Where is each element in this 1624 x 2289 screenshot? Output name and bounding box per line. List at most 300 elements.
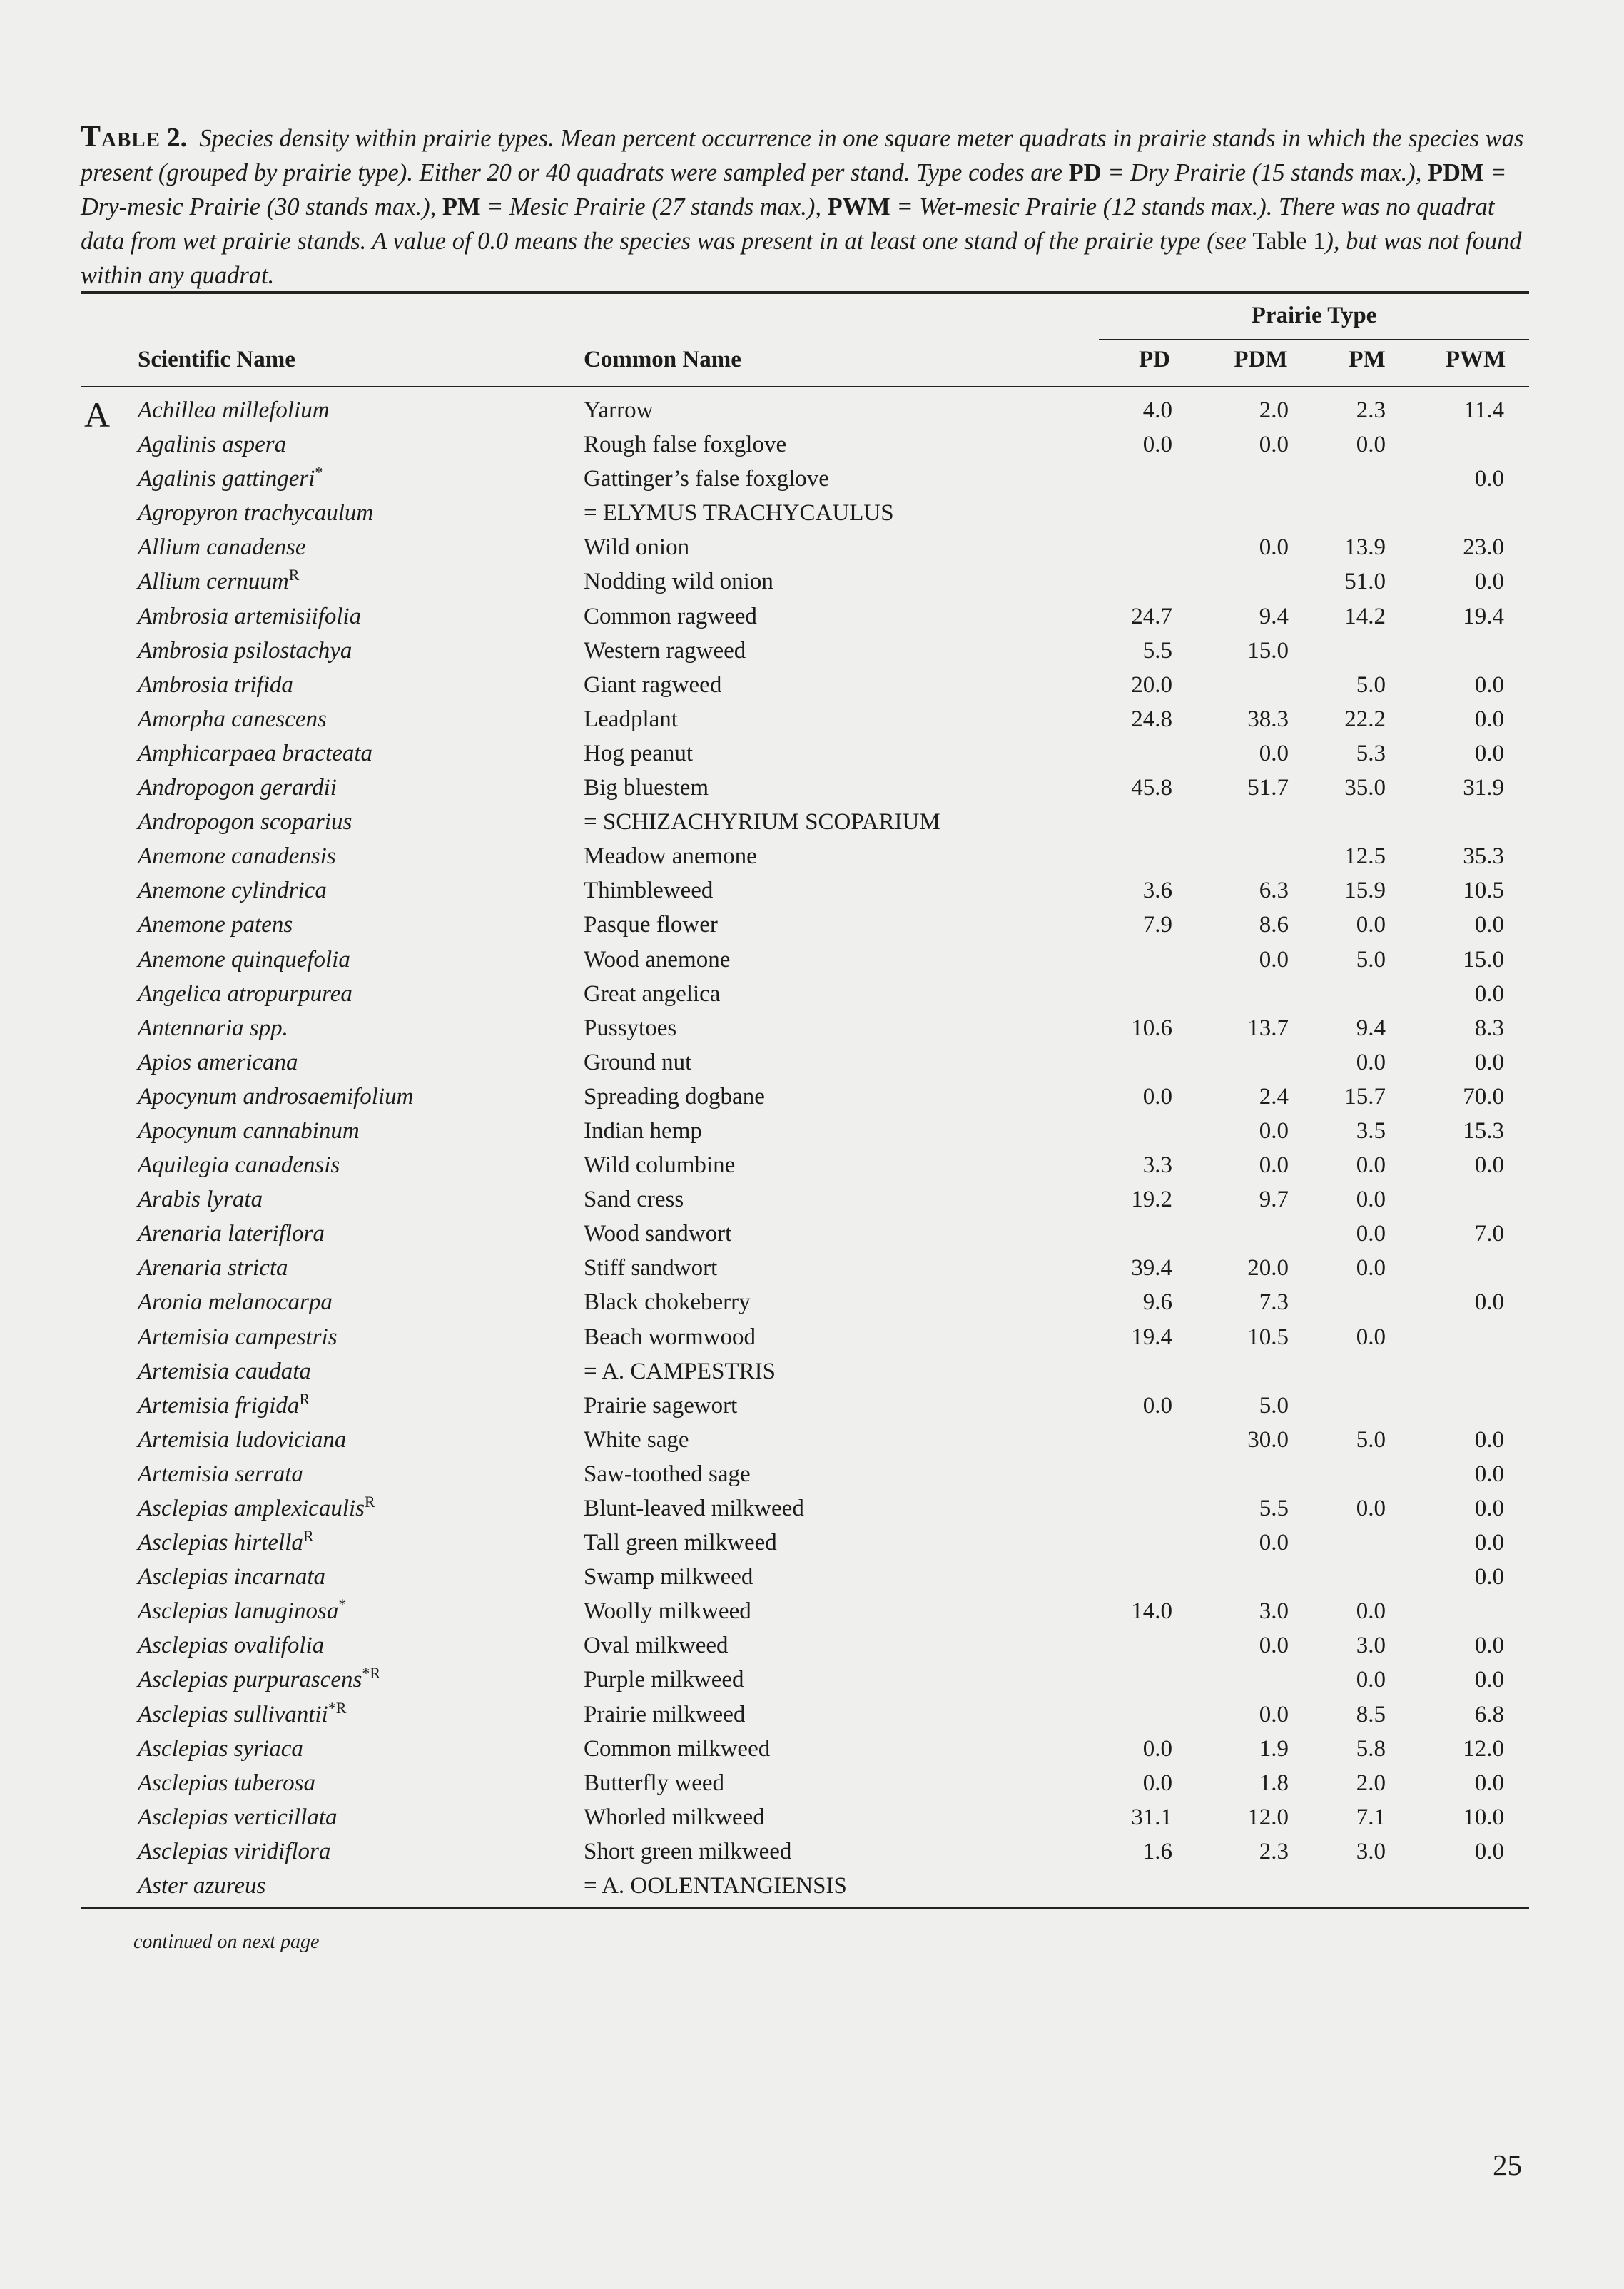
scientific-name bbox=[138, 1491, 375, 1526]
scientific-name bbox=[138, 1320, 338, 1354]
scientific-name-text: Ambrosia artemisiifolia bbox=[138, 603, 362, 629]
value-pm: 3.5 bbox=[1356, 1117, 1386, 1144]
value-pwm: 0.0 bbox=[1474, 671, 1504, 698]
table-row bbox=[0, 771, 1624, 805]
common-name: White sage bbox=[584, 1426, 689, 1453]
table-row bbox=[0, 977, 1624, 1011]
status-mark: * bbox=[315, 463, 323, 482]
value-pwm: 0.0 bbox=[1474, 466, 1504, 492]
scientific-name bbox=[138, 805, 352, 839]
table-row bbox=[0, 873, 1624, 908]
scientific-name-text: Aster azureus bbox=[138, 1873, 266, 1899]
table-row bbox=[0, 1491, 1624, 1526]
caption-label-word: Table bbox=[81, 121, 161, 153]
scientific-name-text: Amorpha canescens bbox=[138, 706, 327, 732]
value-pwm: 6.8 bbox=[1474, 1701, 1504, 1727]
scientific-name bbox=[138, 599, 361, 634]
table-row bbox=[0, 1697, 1624, 1732]
value-pwm: 12.0 bbox=[1463, 1735, 1504, 1762]
scientific-name-text: Asclepias ovalifolia bbox=[138, 1633, 325, 1659]
value-pdm: 0.0 bbox=[1259, 1633, 1289, 1659]
common-name: Stiff sandwort bbox=[584, 1255, 718, 1281]
value-pm: 0.0 bbox=[1356, 1221, 1386, 1247]
continued-note: continued on next page bbox=[133, 1931, 320, 1953]
common-name: Yarrow bbox=[584, 397, 654, 423]
table-row bbox=[0, 805, 1624, 839]
table-caption bbox=[81, 120, 1529, 293]
common-name: Gattinger’s false foxglove bbox=[584, 466, 829, 492]
scientific-name bbox=[138, 771, 337, 805]
scientific-name bbox=[138, 634, 352, 668]
value-pd: 0.0 bbox=[1142, 1735, 1172, 1762]
caption-pm-def: = Mesic Prairie (27 stands max.), bbox=[480, 193, 828, 220]
value-pdm: 5.5 bbox=[1259, 1496, 1289, 1521]
table-row bbox=[0, 702, 1624, 736]
scientific-name-text: Arabis lyrata bbox=[138, 1187, 263, 1213]
value-pdm: 30.0 bbox=[1247, 1426, 1289, 1453]
value-pdm: 8.6 bbox=[1259, 912, 1289, 938]
value-pm: 15.9 bbox=[1344, 878, 1386, 904]
value-pwm: 11.4 bbox=[1463, 397, 1504, 423]
scientific-name-text: Angelica atropurpurea bbox=[138, 980, 352, 1007]
table-row bbox=[0, 908, 1624, 942]
scientific-name-text: Artemisia frigida bbox=[138, 1392, 300, 1418]
value-pwm: 0.0 bbox=[1474, 1152, 1504, 1179]
table-row bbox=[0, 1045, 1624, 1080]
table-row bbox=[0, 1732, 1624, 1766]
common-name: Prairie milkweed bbox=[584, 1701, 746, 1727]
scientific-name-text: Achillea millefolium bbox=[138, 397, 330, 423]
scientific-name bbox=[138, 1800, 338, 1834]
value-pd: 0.0 bbox=[1142, 1392, 1172, 1418]
value-pwm: 0.0 bbox=[1474, 740, 1504, 766]
value-pwm: 70.0 bbox=[1463, 1083, 1504, 1110]
table-row bbox=[0, 736, 1624, 771]
status-mark: R bbox=[288, 566, 300, 584]
table-row bbox=[0, 1389, 1624, 1423]
scientific-name bbox=[138, 462, 323, 496]
table-row bbox=[0, 1182, 1624, 1217]
group-header-rule bbox=[1099, 339, 1529, 340]
scientific-name bbox=[138, 393, 330, 427]
value-pm: 15.7 bbox=[1344, 1083, 1386, 1110]
page-number: 25 bbox=[1493, 2148, 1522, 2181]
scientific-name-text: Artemisia caudata bbox=[138, 1358, 311, 1384]
table-body bbox=[0, 393, 1624, 1903]
scientific-name-text: Ambrosia psilostachya bbox=[138, 637, 352, 664]
scientific-name bbox=[138, 736, 372, 771]
caption-pd-def: = Dry Prairie (15 stands max.), bbox=[1101, 159, 1428, 186]
header-pdm: PDM bbox=[1234, 347, 1288, 372]
scientific-name bbox=[138, 1732, 303, 1766]
scientific-name-text: Antennaria spp. bbox=[138, 1015, 288, 1041]
scientific-name-text: Artemisia serrata bbox=[138, 1461, 303, 1487]
value-pwm: 0.0 bbox=[1474, 1461, 1504, 1487]
scientific-name-text: Artemisia ludoviciana bbox=[138, 1426, 347, 1453]
scientific-name bbox=[138, 1389, 310, 1423]
common-name: Swamp milkweed bbox=[584, 1564, 753, 1590]
scientific-name-text: Apios americana bbox=[138, 1049, 298, 1075]
header-pwm: PWM bbox=[1445, 347, 1506, 372]
value-pd: 5.5 bbox=[1142, 637, 1172, 664]
scientific-name-text: Asclepias lanuginosa bbox=[138, 1598, 339, 1625]
scientific-name-text: Ambrosia trifida bbox=[138, 671, 293, 698]
value-pm: 0.0 bbox=[1356, 912, 1386, 938]
common-name: Rough false foxglove bbox=[584, 432, 787, 458]
scientific-name-text: Asclepias syriaca bbox=[138, 1735, 303, 1762]
scientific-name bbox=[138, 1697, 346, 1732]
value-pdm: 0.0 bbox=[1259, 534, 1289, 561]
value-pd: 39.4 bbox=[1131, 1255, 1172, 1281]
scientific-name-text: Allium canadense bbox=[138, 534, 306, 561]
common-name: Wood sandwort bbox=[584, 1221, 732, 1247]
value-pwm: 10.5 bbox=[1463, 878, 1504, 904]
value-pdm: 0.0 bbox=[1259, 1117, 1289, 1144]
common-name: Hog peanut bbox=[584, 740, 694, 766]
table-header-rule bbox=[81, 386, 1529, 387]
table-row bbox=[0, 839, 1624, 873]
common-name: Leadplant bbox=[584, 706, 678, 732]
table-top-rule bbox=[81, 291, 1529, 294]
scientific-name bbox=[138, 1423, 346, 1457]
value-pd: 0.0 bbox=[1142, 1770, 1172, 1796]
value-pm: 0.0 bbox=[1356, 1187, 1386, 1213]
scientific-name bbox=[138, 1354, 311, 1389]
table-row bbox=[0, 1285, 1624, 1319]
status-mark: R bbox=[365, 1493, 375, 1511]
common-name: Indian hemp bbox=[584, 1117, 702, 1144]
scientific-name-text: Asclepias sullivantii bbox=[138, 1701, 328, 1727]
scientific-name bbox=[138, 530, 306, 564]
value-pm: 0.0 bbox=[1356, 432, 1386, 458]
value-pdm: 0.0 bbox=[1259, 740, 1289, 766]
value-pwm: 0.0 bbox=[1474, 912, 1504, 938]
status-mark: *R bbox=[362, 1664, 381, 1683]
value-pd: 19.2 bbox=[1131, 1187, 1172, 1213]
table-row bbox=[0, 1560, 1624, 1594]
common-name: Common ragweed bbox=[584, 603, 757, 629]
common-name: Wild columbine bbox=[584, 1152, 736, 1179]
scientific-name bbox=[138, 564, 299, 599]
value-pwm: 8.3 bbox=[1474, 1015, 1504, 1041]
scientific-name bbox=[138, 668, 293, 702]
value-pm: 0.0 bbox=[1356, 1598, 1386, 1625]
table-row bbox=[0, 1251, 1624, 1285]
scientific-name bbox=[138, 1285, 333, 1319]
scientific-name-text: Agalinis aspera bbox=[138, 432, 287, 458]
common-name: Sand cress bbox=[584, 1187, 684, 1213]
value-pdm: 1.9 bbox=[1259, 1735, 1289, 1762]
value-pwm: 0.0 bbox=[1474, 1496, 1504, 1521]
table-row bbox=[0, 427, 1624, 462]
common-name: Nodding wild onion bbox=[584, 569, 773, 595]
scientific-name-text: Asclepias tuberosa bbox=[138, 1770, 315, 1796]
scientific-name-text: Arenaria lateriflora bbox=[138, 1221, 325, 1247]
status-mark: * bbox=[338, 1595, 347, 1614]
scientific-name bbox=[138, 1834, 330, 1869]
value-pm: 0.0 bbox=[1356, 1324, 1386, 1350]
scientific-name bbox=[138, 1526, 314, 1560]
status-mark: *R bbox=[328, 1698, 347, 1717]
value-pwm: 0.0 bbox=[1474, 1049, 1504, 1075]
value-pd: 31.1 bbox=[1131, 1804, 1172, 1830]
value-pd: 14.0 bbox=[1131, 1598, 1172, 1625]
common-name: Blunt-leaved milkweed bbox=[584, 1496, 804, 1521]
caption-pd-code: PD bbox=[1068, 159, 1102, 186]
value-pm: 12.5 bbox=[1344, 843, 1386, 870]
value-pdm: 0.0 bbox=[1259, 432, 1289, 458]
value-pm: 8.5 bbox=[1356, 1701, 1386, 1727]
value-pdm: 9.4 bbox=[1259, 603, 1289, 629]
scientific-name bbox=[138, 1080, 413, 1114]
scientific-name-text: Aronia melanocarpa bbox=[138, 1289, 333, 1316]
value-pwm: 15.0 bbox=[1463, 946, 1504, 973]
value-pd: 19.4 bbox=[1131, 1324, 1172, 1350]
common-name: Ground nut bbox=[584, 1049, 692, 1075]
scientific-name-text: Anemone canadensis bbox=[138, 843, 336, 870]
caption-text-1: Species density within prairie types. Mean percent occurrence in one square meter quadrats in prairie stands in which the species was present (grouped by prairie type). Either 20 or 40 quadrats were sampled per stand. Type codes are bbox=[81, 125, 1524, 186]
table-row bbox=[0, 1320, 1624, 1354]
scientific-name bbox=[138, 1663, 380, 1697]
common-name: Saw-toothed sage bbox=[584, 1461, 751, 1487]
scientific-name-text: Apocynum androsaemifolium bbox=[138, 1083, 414, 1110]
prairie-type-group-header: Prairie Type bbox=[1251, 303, 1377, 328]
value-pm: 0.0 bbox=[1356, 1255, 1386, 1281]
value-pm: 5.0 bbox=[1356, 1426, 1386, 1453]
value-pdm: 6.3 bbox=[1259, 878, 1289, 904]
scientific-name bbox=[138, 873, 327, 908]
value-pm: 5.3 bbox=[1356, 740, 1386, 766]
common-name: Whorled milkweed bbox=[584, 1804, 765, 1830]
value-pd: 4.0 bbox=[1142, 397, 1172, 423]
value-pwm: 7.0 bbox=[1474, 1221, 1504, 1247]
value-pwm: 0.0 bbox=[1474, 1530, 1504, 1556]
scientific-name bbox=[138, 908, 293, 942]
scientific-name-text: Anemone cylindrica bbox=[138, 878, 327, 904]
table-row bbox=[0, 1526, 1624, 1560]
value-pwm: 0.0 bbox=[1474, 1633, 1504, 1659]
table-row bbox=[0, 462, 1624, 496]
status-mark: R bbox=[303, 1527, 314, 1546]
caption-table-ref: Table 1 bbox=[1252, 228, 1326, 255]
value-pdm: 2.4 bbox=[1259, 1083, 1289, 1110]
value-pd: 24.8 bbox=[1131, 706, 1172, 732]
table-row bbox=[0, 1594, 1624, 1628]
common-name: Common milkweed bbox=[584, 1735, 771, 1762]
scientific-name-text: Allium cernuum bbox=[138, 569, 289, 595]
scientific-name bbox=[138, 702, 327, 736]
common-name: Meadow anemone bbox=[584, 843, 757, 870]
value-pm: 5.0 bbox=[1356, 671, 1386, 698]
table-row bbox=[0, 393, 1624, 427]
value-pm: 14.2 bbox=[1344, 603, 1386, 629]
scientific-name bbox=[138, 1594, 346, 1628]
value-pdm: 38.3 bbox=[1247, 706, 1289, 732]
value-pm: 5.0 bbox=[1356, 946, 1386, 973]
common-name: Western ragweed bbox=[584, 637, 746, 664]
table-row bbox=[0, 530, 1624, 564]
value-pdm: 2.3 bbox=[1259, 1838, 1289, 1864]
value-pwm: 0.0 bbox=[1474, 1564, 1504, 1590]
value-pd: 3.3 bbox=[1142, 1152, 1172, 1179]
table-row bbox=[0, 1869, 1624, 1903]
scientific-name bbox=[138, 943, 350, 977]
table-row bbox=[0, 1354, 1624, 1389]
value-pd: 10.6 bbox=[1131, 1015, 1172, 1041]
scientific-name bbox=[138, 496, 373, 530]
value-pd: 0.0 bbox=[1142, 1083, 1172, 1110]
common-name: Beach wormwood bbox=[584, 1324, 756, 1350]
value-pdm: 2.0 bbox=[1259, 397, 1289, 423]
caption-pdm-def: = Dry-mesic Prairie (30 stands max.), bbox=[81, 159, 1507, 220]
value-pwm: 0.0 bbox=[1474, 1289, 1504, 1316]
common-name: Tall green milkweed bbox=[584, 1530, 777, 1556]
table-row bbox=[0, 1114, 1624, 1148]
value-pm: 7.1 bbox=[1356, 1804, 1386, 1830]
value-pm: 0.0 bbox=[1356, 1667, 1386, 1693]
value-pwm: 35.3 bbox=[1463, 843, 1504, 870]
scientific-name-text: Andropogon scoparius bbox=[138, 809, 352, 836]
scientific-name-text: Asclepias purpurascens bbox=[138, 1667, 362, 1693]
value-pdm: 51.7 bbox=[1247, 775, 1289, 801]
common-name: Butterfly weed bbox=[584, 1770, 725, 1796]
value-pm: 22.2 bbox=[1344, 706, 1386, 732]
common-name: Prairie sagewort bbox=[584, 1392, 738, 1418]
scientific-name bbox=[138, 1766, 315, 1800]
value-pd: 1.6 bbox=[1142, 1838, 1172, 1864]
scientific-name bbox=[138, 1251, 288, 1285]
table-row bbox=[0, 1766, 1624, 1800]
value-pwm: 19.4 bbox=[1463, 603, 1504, 629]
table-row bbox=[0, 634, 1624, 668]
value-pdm: 0.0 bbox=[1259, 1152, 1289, 1179]
value-pdm: 5.0 bbox=[1259, 1392, 1289, 1418]
value-pd: 9.6 bbox=[1142, 1289, 1172, 1316]
value-pd: 20.0 bbox=[1131, 671, 1172, 698]
value-pdm: 13.7 bbox=[1247, 1015, 1289, 1041]
scientific-name bbox=[138, 1045, 298, 1080]
scientific-name bbox=[138, 1114, 360, 1148]
common-name: Pasque flower bbox=[584, 912, 718, 938]
value-pdm: 7.3 bbox=[1259, 1289, 1289, 1316]
scientific-name-text: Asclepias verticillata bbox=[138, 1804, 338, 1830]
table-row bbox=[0, 1663, 1624, 1697]
scientific-name bbox=[138, 1217, 325, 1251]
value-pwm: 0.0 bbox=[1474, 1426, 1504, 1453]
value-pwm: 0.0 bbox=[1474, 706, 1504, 732]
scientific-name bbox=[138, 1560, 325, 1594]
table-row bbox=[0, 1423, 1624, 1457]
value-pwm: 0.0 bbox=[1474, 1667, 1504, 1693]
common-name: Pussytoes bbox=[584, 1015, 677, 1041]
scientific-name-text: Arenaria stricta bbox=[138, 1255, 288, 1281]
table-row bbox=[0, 599, 1624, 634]
table-row bbox=[0, 668, 1624, 702]
scientific-name bbox=[138, 1011, 288, 1045]
scientific-name bbox=[138, 977, 352, 1011]
table-row bbox=[0, 1080, 1624, 1114]
table-row bbox=[0, 1457, 1624, 1491]
value-pdm: 3.0 bbox=[1259, 1598, 1289, 1625]
scientific-name-text: Aquilegia canadensis bbox=[138, 1152, 340, 1179]
caption-pwm-code: PWM bbox=[827, 193, 890, 220]
common-name: = A. CAMPESTRIS bbox=[584, 1358, 776, 1384]
common-name: = A. OOLENTANGIENSIS bbox=[584, 1873, 847, 1899]
caption-label-number: 2. bbox=[166, 123, 188, 153]
value-pwm: 15.3 bbox=[1463, 1117, 1504, 1144]
header-scientific-name: Scientific Name bbox=[138, 347, 295, 372]
common-name: Great angelica bbox=[584, 980, 721, 1007]
value-pd: 45.8 bbox=[1131, 775, 1172, 801]
caption-pdm-code: PDM bbox=[1427, 159, 1484, 186]
value-pm: 51.0 bbox=[1344, 569, 1386, 595]
scientific-name-text: Anemone quinquefolia bbox=[138, 946, 350, 973]
table-row bbox=[0, 1148, 1624, 1182]
value-pd: 7.9 bbox=[1142, 912, 1172, 938]
value-pdm: 20.0 bbox=[1247, 1255, 1289, 1281]
value-pm: 13.9 bbox=[1344, 534, 1386, 561]
value-pdm: 0.0 bbox=[1259, 946, 1289, 973]
value-pwm: 0.0 bbox=[1474, 569, 1504, 595]
header-common-name: Common Name bbox=[584, 347, 741, 372]
table-row bbox=[0, 1800, 1624, 1834]
status-mark: R bbox=[299, 1389, 310, 1408]
common-name: Wild onion bbox=[584, 534, 690, 561]
value-pm: 0.0 bbox=[1356, 1049, 1386, 1075]
value-pdm: 9.7 bbox=[1259, 1187, 1289, 1213]
table-row bbox=[0, 1011, 1624, 1045]
value-pdm: 1.8 bbox=[1259, 1770, 1289, 1796]
common-name: Black chokeberry bbox=[584, 1289, 751, 1316]
value-pd: 3.6 bbox=[1142, 878, 1172, 904]
common-name: Big bluestem bbox=[584, 775, 709, 801]
scientific-name-text: Anemone patens bbox=[138, 912, 293, 938]
common-name: Wood anemone bbox=[584, 946, 731, 973]
section-letter: A bbox=[84, 395, 111, 435]
value-pm: 2.0 bbox=[1356, 1770, 1386, 1796]
common-name: Giant ragweed bbox=[584, 671, 722, 698]
value-pwm: 0.0 bbox=[1474, 1770, 1504, 1796]
table-row bbox=[0, 496, 1624, 530]
common-name: = SCHIZACHYRIUM SCOPARIUM bbox=[584, 809, 940, 836]
scientific-name-text: Amphicarpaea bracteata bbox=[138, 740, 373, 766]
scientific-name-text: Artemisia campestris bbox=[138, 1324, 338, 1350]
value-pwm: 10.0 bbox=[1463, 1804, 1504, 1830]
scientific-name-text: Asclepias amplexicaulis bbox=[138, 1496, 365, 1521]
value-pdm: 12.0 bbox=[1247, 1804, 1289, 1830]
common-name: Woolly milkweed bbox=[584, 1598, 751, 1625]
caption-pm-code: PM bbox=[442, 193, 481, 220]
value-pm: 0.0 bbox=[1356, 1496, 1386, 1521]
value-pm: 2.3 bbox=[1356, 397, 1386, 423]
scientific-name-text: Andropogon gerardii bbox=[138, 775, 337, 801]
value-pwm: 0.0 bbox=[1474, 1838, 1504, 1864]
common-name: Short green milkweed bbox=[584, 1838, 792, 1864]
value-pd: 24.7 bbox=[1131, 603, 1172, 629]
value-pdm: 15.0 bbox=[1247, 637, 1289, 664]
header-pd: PD bbox=[1139, 347, 1170, 372]
table-row bbox=[0, 943, 1624, 977]
scientific-name-text: Asclepias hirtella bbox=[138, 1530, 303, 1556]
scientific-name bbox=[138, 1628, 324, 1663]
common-name: Oval milkweed bbox=[584, 1633, 729, 1659]
common-name: Thimbleweed bbox=[584, 878, 714, 904]
table-row bbox=[0, 564, 1624, 599]
scientific-name bbox=[138, 427, 286, 462]
caption-pwm-def: = Wet-mesic Prairie (12 stands max.). There was no quadrat data from wet prairie stands. A value of 0.0 means the species was present in at least one stand of the prairie type (see bbox=[81, 193, 1495, 255]
value-pdm: 10.5 bbox=[1247, 1324, 1289, 1350]
common-name: Spreading dogbane bbox=[584, 1083, 765, 1110]
